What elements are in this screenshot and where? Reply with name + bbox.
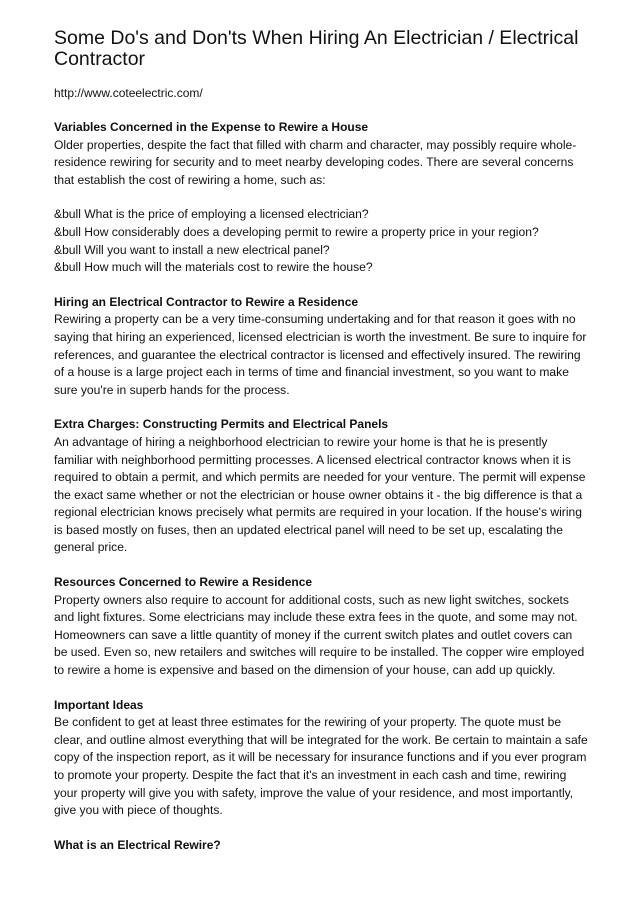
section-resources (54, 574, 588, 680)
section-heading: Extra Charges: Constructing Permits and Electrical Panels (54, 417, 389, 432)
section-heading: Important Ideas (54, 697, 144, 712)
section-body: Rewiring a property can be a very time-consuming undertaking and for that reason it goes with no saying that hiring an experienced, licensed electrician is worth the investment. Be sure to inquire for references, and guarantee the electrical contractor is licensed and effectively insured. The rewiring of a house is a large project each in terms of time and financial investment, so you want to make sure you're in superb hands for the process. (54, 312, 587, 397)
list-item: &bull What is the price of employing a licensed electrician? (54, 207, 369, 222)
section-rewire-expense (54, 119, 588, 277)
list-item: &bull Will you want to install a new electrical panel? (54, 242, 330, 257)
section-heading: Variables Concerned in the Expense to Rewire a House (54, 120, 369, 134)
section-heading: Hiring an Electrical Contractor to Rewire a Residence (54, 294, 359, 309)
document-page (54, 28, 588, 871)
section-body: An advantage of hiring a neighborhood electrician to rewire your home is that he is presently familiar with neighborhood permitting processes. A licensed electrical contractor knows when it is required to obtain a permit, and which permits are needed for your venture. The permit will expense the exact same whether or not the electrician or house owner obtains it - the big difference is that a regional electrician knows precisely what permits are required in your location. If the house's wiring is based mostly on fuses, then an updated electrical panel will need to be set up, escalating the general price. (54, 434, 586, 555)
page-title: Some Do's and Don'ts When Hiring An Electrician / Electrical Contractor (54, 27, 579, 70)
section-extra-charges (54, 416, 588, 557)
section-heading: Resources Concerned to Rewire a Residence (54, 575, 313, 590)
section-body: Older properties, despite the fact that filled with charm and character, may possibly require whole-residence rewiring for security and to meet nearby developing codes. There are several concerns that establish the cost of rewiring a home, such as: (54, 137, 577, 187)
section-body: Property owners also require to account for additional costs, such as new light switches, sockets and light fixtures. Some electricians may include these extra fees in the quote, and some may not. Homeowners can save a little quantity of money if the current switch plates and outlet covers can be used. Even so, new retailers and switches will require to be installed. The copper wire employed to rewire a home is expensive and based on the dimension of your house, can add up quickly. (54, 592, 585, 678)
list-item: &bull How much will the materials cost to rewire the house? (54, 260, 373, 275)
cost-questions-list (54, 206, 588, 276)
section-body: Be confident to get at least three estimates for the rewiring of your property. The quote must be clear, and outline almost everything that will be integrated for the work. Be certain to maintain a safe copy of the inspection report, as it will be necessary for insurance functions and if you ever program to promote your property. Despite the fact that it's an investment in each cash and time, rewiring your property will give you with safety, improve the value of your residence, and most importantly, give you with piece of thoughts. (54, 715, 588, 818)
section-hiring-contractor (54, 294, 588, 400)
source-url: http://www.coteelectric.com/ (54, 86, 203, 100)
section-heading: What is an Electrical Rewire? (54, 837, 221, 852)
list-item: &bull How considerably does a developing permit to rewire a property price in your region? (54, 224, 539, 239)
section-important-ideas (54, 697, 588, 820)
section-electrical-rewire (54, 837, 588, 855)
